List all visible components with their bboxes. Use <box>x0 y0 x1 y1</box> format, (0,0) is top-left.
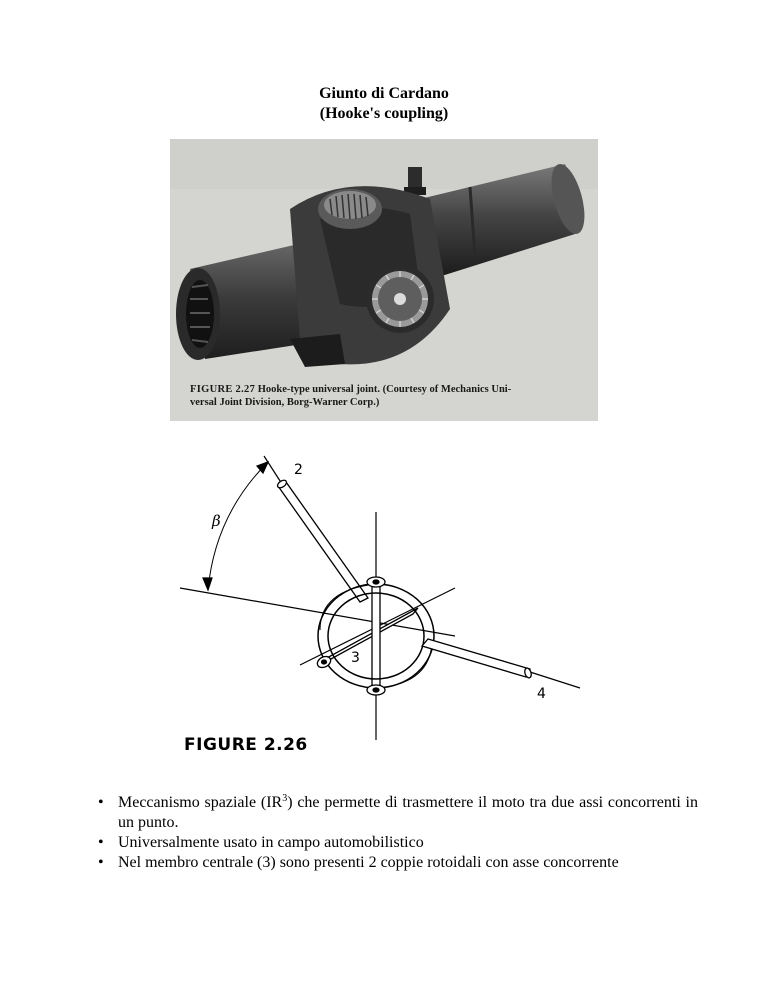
photo-caption-label: FIGURE 2.27 <box>190 384 256 395</box>
bullet-item-1-prefix: Meccanismo spaziale (IR <box>118 794 283 811</box>
label-beta: β <box>212 512 221 530</box>
photo-caption <box>190 383 590 409</box>
photo-caption-line-2: versal Joint Division, Borg-Warner Corp.) <box>190 397 380 408</box>
shaft-2 <box>276 479 368 602</box>
shaft-4 <box>422 639 532 679</box>
bullet-list <box>118 793 698 873</box>
diagram-figure-label: FIGURE 2.26 <box>184 735 308 755</box>
bullet-item-2: • Universalmente usato in campo automobilistico <box>118 833 698 853</box>
bullet-item-1-sup: 3 <box>282 793 288 804</box>
label-shaft-4: 4 <box>537 686 546 702</box>
universal-joint-photo <box>170 139 598 421</box>
title-line-1: Giunto di Cardano <box>319 85 449 102</box>
bullet-item-3: • Nel membro centrale (3) sono presenti 2 coppie rotoidali con asse concorrente <box>118 853 698 873</box>
page-title <box>0 84 768 124</box>
cardan-joint-diagram <box>150 440 610 740</box>
bullet-item-1-suffix: ) che permette di trasmettere il moto tra due assi concorrenti in un punto. <box>118 794 698 831</box>
title-line-2: (Hooke's coupling) <box>319 105 449 122</box>
bullet-item-1 <box>118 793 698 833</box>
universal-joint-photo-drawing <box>170 139 598 421</box>
label-shaft-2: 2 <box>294 462 303 478</box>
beta-arrow-head-bottom <box>203 578 212 590</box>
label-member-3: 3 <box>351 650 360 666</box>
photo-caption-line-1: Hooke-type universal joint. (Courtesy of Mechanics Uni- <box>257 384 512 395</box>
shaft-2-axis-line <box>264 456 282 484</box>
